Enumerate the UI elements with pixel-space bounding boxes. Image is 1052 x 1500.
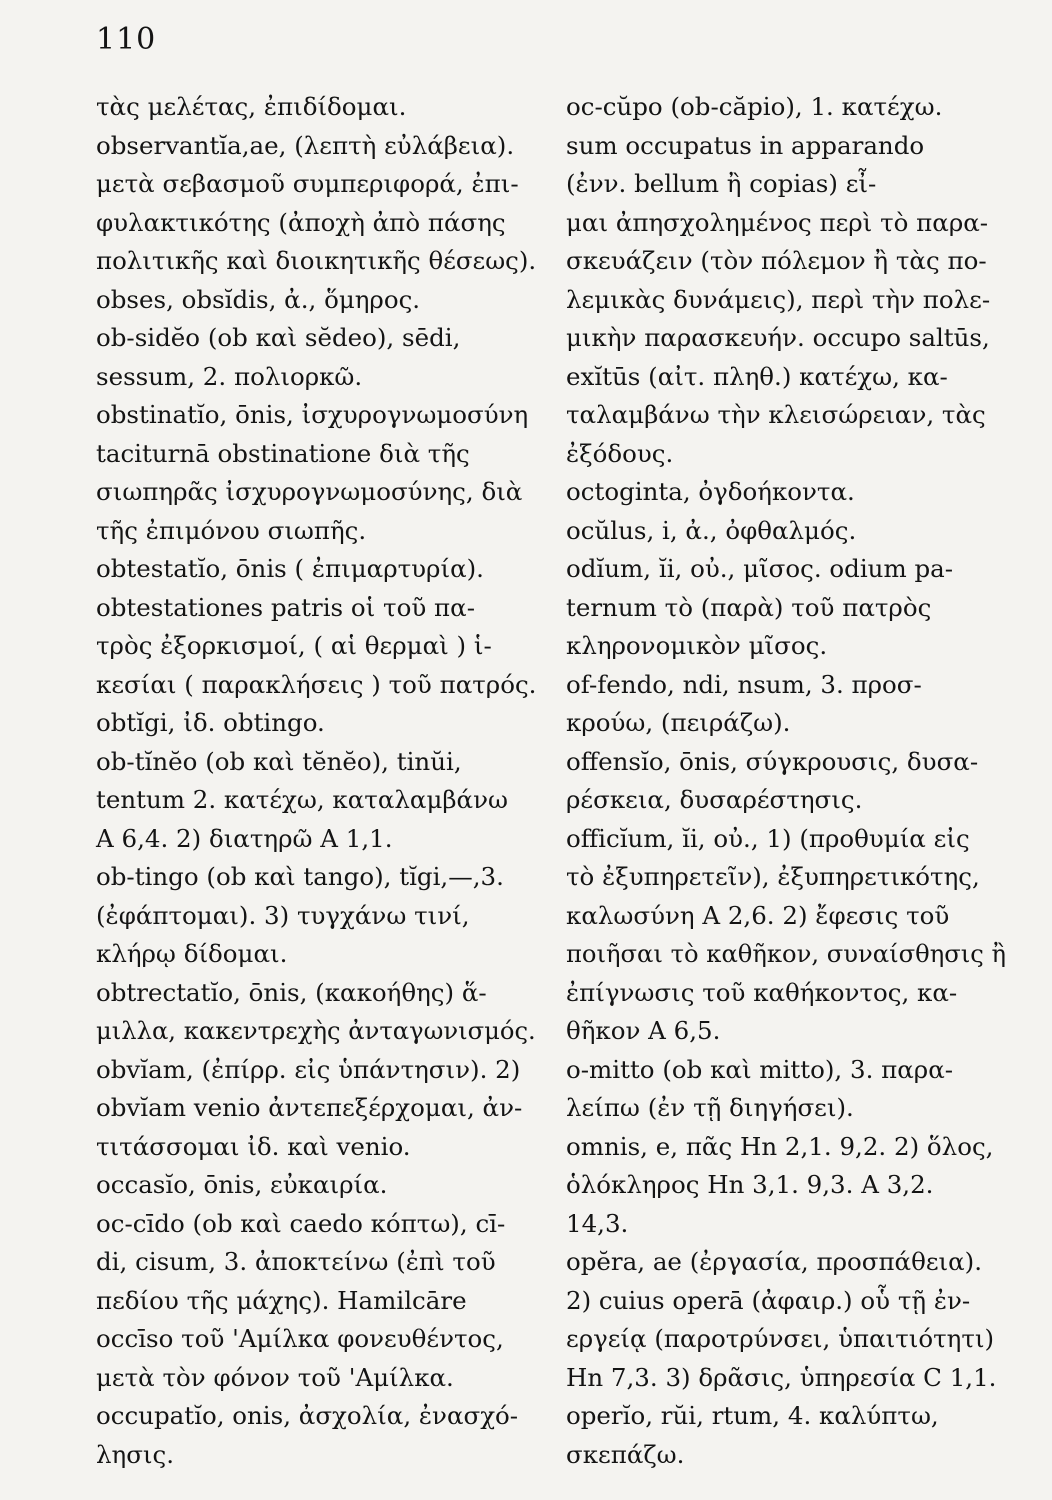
text-line: μιλλα, κακεντρεχὴς ἀνταγωνισμός. bbox=[96, 1016, 536, 1045]
text-line: oc-cŭpo (ob-căpio), 1. κατέχω. bbox=[566, 92, 943, 121]
text-line: ταλαμβάνω τὴν κλεισώρειαν, τὰς bbox=[566, 400, 986, 429]
text-line: officĭum, ĭi, οὐ., 1) (προθυμία εἰς bbox=[566, 823, 970, 853]
text-line: ternum τὸ (παρὰ) τοῦ πατρὸς bbox=[566, 592, 932, 622]
text-line: occupatĭo, onis, ἀσχολία, ἐνασχό- bbox=[96, 1401, 519, 1430]
text-line: tentum 2. κατέχω, καταλαμβάνω bbox=[96, 785, 508, 814]
text-line: κεσίαι ( παρακλήσεις ) τοῦ πατρός. bbox=[96, 669, 537, 699]
text-line: φυλακτικότης (ἀποχὴ ἀπὸ πάσης bbox=[96, 207, 506, 237]
text-line: o-mitto (ob καὶ mitto), 3. παρα- bbox=[566, 1054, 954, 1084]
text-line: ποιῆσαι τὸ καθῆκον, συναίσθησις ἢ bbox=[566, 939, 1007, 968]
text-line: 2) cuius operā (ἀφαιρ.) οὗ τῇ ἐν- bbox=[566, 1285, 971, 1315]
text-line: μικὴν παρασκευήν. occupo saltūs, bbox=[566, 323, 990, 352]
text-line: ἐξόδους. bbox=[566, 438, 674, 468]
text-line: 14,3. bbox=[566, 1208, 629, 1238]
text-line: ἐπίγνωσις τοῦ καθήκοντος, κα- bbox=[566, 977, 958, 1007]
text-line: ob-sidĕo (ob καὶ sĕdeo), sēdi, bbox=[96, 323, 461, 352]
text-line: occasĭo, ōnis, εὐκαιρία. bbox=[96, 1170, 388, 1199]
text-line: observantĭa,ae, (λεπτὴ εὐλάβεια). bbox=[96, 130, 515, 160]
text-line: omnis, e, πᾶς Hn 2,1. 9,2. 2) ὅλος, bbox=[566, 1131, 994, 1161]
page-number: 110 bbox=[96, 22, 157, 57]
text-line: obtĭgi, ἰδ. obtingo. bbox=[96, 708, 325, 737]
text-line: ὁλόκληρος Hn 3,1. 9,3. A 3,2. bbox=[566, 1170, 934, 1199]
text-line: εργείᾳ (παροτρύνσει, ὑπαιτιότητι) bbox=[566, 1324, 995, 1353]
text-line: κληρονομικὸν μῖσος. bbox=[566, 631, 828, 660]
text-line: obvĭam, (ἐπίρρ. εἰς ὑπάντησιν). 2) bbox=[96, 1054, 521, 1084]
text-line: τὸ ἐξυπηρετεῖν), ἐξυπηρετικότης, bbox=[566, 862, 980, 891]
text-line: obtrectatĭo, ōnis, (κακοήθης) ἅ- bbox=[96, 977, 487, 1007]
text-line: μετὰ σεβασμοῦ συμπεριφορά, ἐπι- bbox=[96, 169, 519, 198]
right-column bbox=[566, 88, 1006, 1474]
text-line: obtestationes patris οἱ τοῦ πα- bbox=[96, 592, 475, 622]
text-line: μετὰ τὸν φόνον τοῦ 'Αμίλκα. bbox=[96, 1362, 454, 1392]
text-line: ob-tingo (ob καὶ tango), tĭgi,—,3. bbox=[96, 862, 504, 891]
text-line: λησις. bbox=[96, 1439, 175, 1469]
text-line: exĭtūs (αἰτ. πληθ.) κατέχω, κα- bbox=[566, 361, 948, 391]
text-line: τῆς ἐπιμόνου σιωπῆς. bbox=[96, 515, 367, 545]
text-line: operĭo, rŭi, rtum, 4. καλύπτω, bbox=[566, 1401, 939, 1430]
text-line: obses, obsĭdis, ἀ., ὅμηρος. bbox=[96, 284, 421, 314]
text-line: oc-cīdo (ob καὶ caedo κόπτω), cī- bbox=[96, 1208, 506, 1238]
text-line: τρὸς ἐξορκισμοί, ( αἱ θερμαὶ ) ἱ- bbox=[96, 631, 492, 660]
text-line: (ἐφάπτομαι). 3) τυγχάνω τινί, bbox=[96, 900, 470, 930]
text-line: (ἐνν. bellum ἢ copias) εἶ- bbox=[566, 169, 877, 198]
text-line: octoginta, ὀγδοήκοντα. bbox=[566, 477, 855, 506]
text-line: sessum, 2. πολιορκῶ. bbox=[96, 361, 363, 391]
text-line: sum occupatus in apparando bbox=[566, 130, 925, 160]
text-line: πολιτικῆς καὶ διοικητικῆς θέσεως). bbox=[96, 246, 537, 275]
text-line: odĭum, ĭi, οὐ., μῖσος. odium pa- bbox=[566, 554, 954, 583]
text-line: ob-tĭnĕo (ob καὶ tĕnĕo), tinŭi, bbox=[96, 746, 462, 776]
text-line: τιτάσσομαι ἰδ. καὶ venio. bbox=[96, 1131, 411, 1161]
text-line: ocŭlus, i, ἀ., ὀφθαλμός. bbox=[566, 515, 857, 545]
text-line: di, cisum, 3. ἀποκτείνω (ἐπὶ τοῦ bbox=[96, 1247, 496, 1276]
text-line: σκεπάζω. bbox=[566, 1439, 685, 1469]
text-line: of-fendo, ndi, nsum, 3. προσ- bbox=[566, 669, 922, 699]
text-line: σιωπηρᾶς ἰσχυρογνωμοσύνης, διὰ bbox=[96, 477, 523, 506]
text-line: λεμικὰς δυνάμεις), περὶ τὴν πολε- bbox=[566, 284, 991, 314]
text-line: κρούω, (πειράζω). bbox=[566, 708, 791, 737]
text-line: occīso τοῦ 'Αμίλκα φονευθέντος, bbox=[96, 1324, 504, 1353]
text-line: καλωσύνη A 2,6. 2) ἔφεσις τοῦ bbox=[566, 900, 950, 930]
text-line: λείπω (ἐν τῇ διηγήσει). bbox=[566, 1093, 854, 1122]
text-line: offensĭo, ōnis, σύγκρουσις, δυσα- bbox=[566, 746, 979, 776]
text-line: πεδίου τῆς μάχης). Hamilcāre bbox=[96, 1285, 467, 1315]
text-line: opĕra, ae (ἐργασία, προσπάθεια). bbox=[566, 1247, 983, 1276]
text-line: τὰς μελέτας, ἐπιδίδομαι. bbox=[96, 92, 407, 121]
text-line: θῆκον A 6,5. bbox=[566, 1016, 721, 1045]
text-line: κλήρῳ δίδομαι. bbox=[96, 939, 288, 968]
text-line: obvĭam venio ἀντεπεξέρχομαι, ἀν- bbox=[96, 1093, 523, 1122]
text-line: ρέσκεια, δυσαρέστησις. bbox=[566, 785, 863, 814]
text-line: μαι ἀπησχολημένος περὶ τὸ παρα- bbox=[566, 207, 989, 237]
text-line: obstinatĭo, ōnis, ἰσχυρογνωμοσύνη bbox=[96, 400, 529, 429]
text-line: Hn 7,3. 3) δρᾶσις, ὑπηρεσία C 1,1. bbox=[566, 1362, 997, 1392]
text-line: A 6,4. 2) διατηρῶ A 1,1. bbox=[96, 823, 393, 853]
text-line: σκευάζειν (τὸν πόλεμον ἢ τὰς πο- bbox=[566, 246, 987, 275]
left-column bbox=[96, 88, 536, 1474]
text-line: obtestatĭo, ōnis ( ἐπιμαρτυρία). bbox=[96, 554, 484, 583]
text-line: taciturnā obstinatione διὰ τῆς bbox=[96, 438, 470, 468]
